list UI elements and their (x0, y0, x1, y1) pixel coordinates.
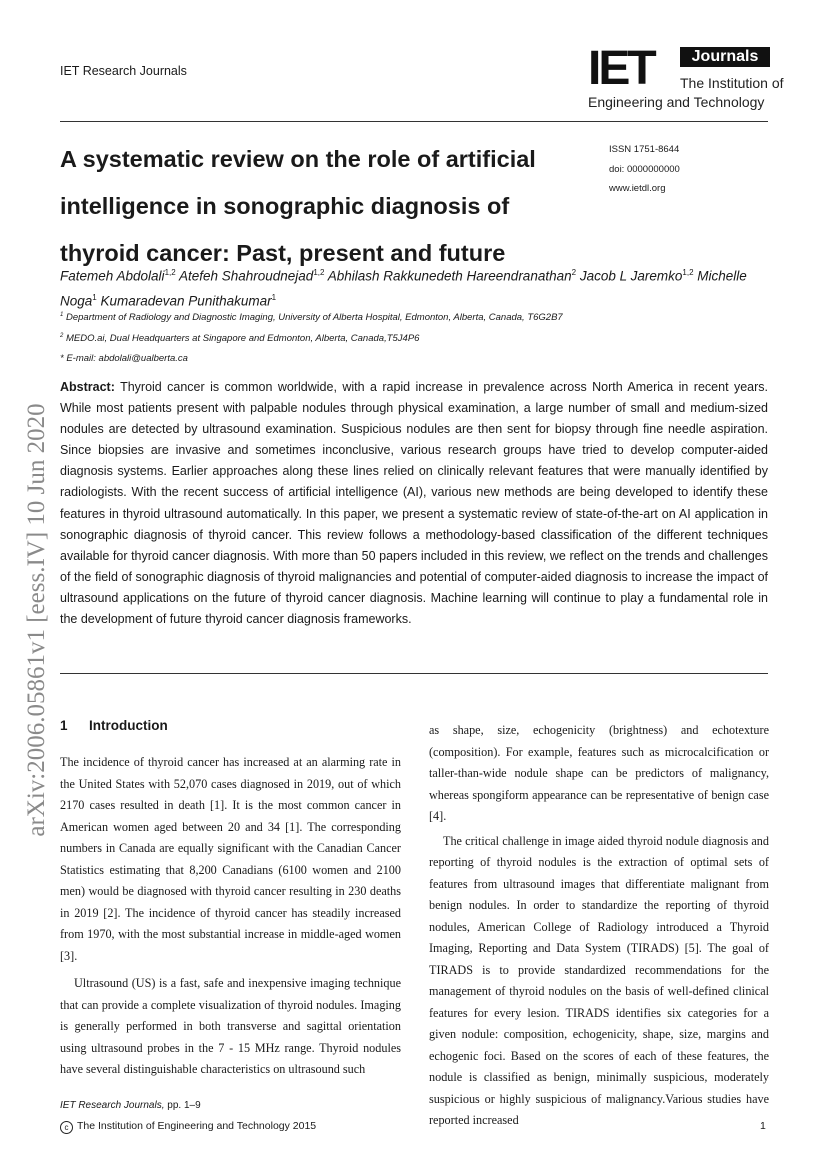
affiliation-text: MEDO.ai, Dual Headquarters at Singapore and Edmonton, Alberta, Canada,T5J4P6 (65, 333, 420, 345)
title-line: thyroid cancer: Past, present and future (60, 240, 506, 266)
author-affiliation-mark: 2 (571, 268, 577, 277)
author-name: Kumaradevan Punithakumar (100, 293, 272, 308)
author-name: Jacob L Jaremko (579, 268, 683, 284)
section-title: Introduction (89, 718, 168, 733)
corresponding-email: * E-mail: abdolali@ualberta.ca (60, 353, 188, 364)
affiliation-mark: 1 (60, 312, 64, 318)
author-affiliation-mark: 1,2 (313, 268, 325, 277)
page-number: 1 (760, 1120, 766, 1132)
abstract (60, 377, 768, 630)
title-line: intelligence in sonographic diagnosis of (60, 193, 510, 219)
body-paragraph: Ultrasound (US) is a fast, safe and inexpensive imaging technique that can provide a complete visualization of thyroid nodules. Imaging is generally performed in both transverse and sagittal orientation using ultrasound probes in the 7 - 15 MHz range. Thyroid nodules have several distinguishable characteristics on ultrasound such (60, 976, 401, 1076)
abstract-rule (60, 673, 768, 674)
footer-journal: IET Research Journals, (60, 1100, 165, 1111)
header-rule (60, 121, 768, 122)
body-paragraph: The critical challenge in image aided thyroid nodule diagnosis and reporting of thyroid nodules is the extraction of optimal sets of features from ultrasound images that differentiate malignant from benign nodules. In order to standardize the reporting of thyroid nodules, American College of Radiology introduced a Thyroid Imaging, Reporting and Data System (TIRADS) [5]. The goal of TIRADS is to provide standardized recommendations for the management of thyroid nodules on the basis of well-defined clinical features for every lesion. TIRADS identifies six categories for a given nodule: composition, echogenicity, shape, size, margins and echogenic foci. Based on the scores of each of these features, the nodule is classified as benign, minimally suspicious, moderately suspicious or highly suspicious of malignancy.Various studies have reported increased (429, 833, 769, 1127)
iet-logo-mark: IET (588, 42, 654, 95)
institution-line-1: The Institution of (680, 75, 784, 91)
author-list (60, 262, 770, 311)
body-paragraph: as shape, size, echogenicity (brightness) and echotexture (composition). For example, features such as microcalcification or taller-than-wide nodule shape can be predictors of malignancy, whereas spongiform appearance can be representative of benign case [4]. (429, 723, 769, 823)
body-column-left (60, 752, 401, 1081)
website-link[interactable]: www.ietdl.org (609, 183, 666, 194)
author-name: Fatemeh Abdolali (60, 268, 165, 284)
issn: ISSN 1751-8644 (609, 144, 680, 155)
footer-citation (60, 1100, 201, 1111)
author-affiliation-mark: 1 (271, 292, 277, 302)
copyright-icon: c (60, 1121, 73, 1134)
journal-name: IET Research Journals (60, 64, 187, 78)
arxiv-stamp (6, 365, 68, 875)
abstract-label: Abstract: (60, 380, 115, 394)
affiliation-text: Department of Radiology and Diagnostic Imaging, University of Alberta Hospital, Edmonton, Alberta, Canada, T6G2B7 (65, 312, 563, 324)
copyright-text: The Institution of Engineering and Technology 2015 (77, 1120, 317, 1132)
iet-logo (588, 42, 784, 113)
journals-badge: Journals (680, 47, 770, 67)
author-affiliation-mark: 1,2 (164, 268, 176, 277)
affiliation-mark: 2 (60, 333, 64, 339)
title-line: A systematic review on the role of artificial (60, 146, 536, 172)
author-name: Abhilash Rakkunedeth Hareendranathan (327, 268, 572, 284)
author-affiliation-mark: 1,2 (682, 268, 694, 277)
affiliation (60, 333, 419, 344)
publication-meta (609, 140, 680, 199)
body-paragraph: The incidence of thyroid cancer has increased at an alarming rate in the United States with 52,070 cases diagnosed in 2019, out of which 2170 cases resulted in death [1]. It is the most common cancer in American women aged between 20 and 34 [1]. The corresponding numbers in Canada are equally significant with the Canadian Cancer Statistics estimating that 8,200 Canadians (6100 women and 2100 men) would be diagnosed with thyroid cancer resulting in 230 deaths in 2019 [2]. The incidence of thyroid cancer has steadily increased from 1970, with the most substantial increase in middle-aged women [3]. (60, 755, 401, 963)
doi: doi: 0000000000 (609, 163, 680, 175)
section-number: 1 (60, 718, 68, 733)
section-heading (60, 718, 168, 733)
abstract-text: Thyroid cancer is common worldwide, with a rapid increase in prevalence across North America in recent years. While most patients present with palpable nodules through physical examination, a large number of small and medium-sized nodules are detected by ultrasound examination. Suspicious nodules are then sent for biopsy through fine needle aspiration. Since biopsies are invasive and sometimes inconclusive, various research groups have tried to develop computer-aided diagnosis systems. Earlier approaches along these lines relied on clinically relevant features that were manually identified by radiologists. With the recent success of artificial intelligence (AI), various new methods are being developed to identify these features in thyroid ultrasound automatically. In this paper, we present a systematic review of state-of-the-art on AI application in sonographic diagnosis of thyroid cancer. This review follows a methodology-based classification of the different techniques available for thyroid cancer diagnosis. With more than 50 papers included in this review, we reflect on the trends and challenges of the field of sonographic diagnosis of thyroid malignancies and potential of computer-aided diagnosis to increase the impact of ultrasound applications on the future of thyroid cancer diagnosis. Machine learning will continue to play a fundamental role in the development of future thyroid cancer diagnosis frameworks. (60, 380, 768, 627)
paper-title (60, 136, 580, 277)
institution-line-2: Engineering and Technology (588, 94, 765, 110)
arxiv-identifier: arXiv:2006.05861v1 [eess.IV] 10 Jun 2020 (23, 403, 50, 837)
footer-pages: pp. 1–9 (167, 1100, 201, 1111)
footer-copyright (60, 1120, 316, 1134)
author-affiliation-mark: 1 (92, 292, 97, 302)
body-column-right (429, 720, 769, 1132)
author-name: Michelle Noga (60, 268, 747, 308)
affiliation (60, 312, 563, 323)
author-name: Atefeh Shahroudnejad (178, 268, 314, 284)
